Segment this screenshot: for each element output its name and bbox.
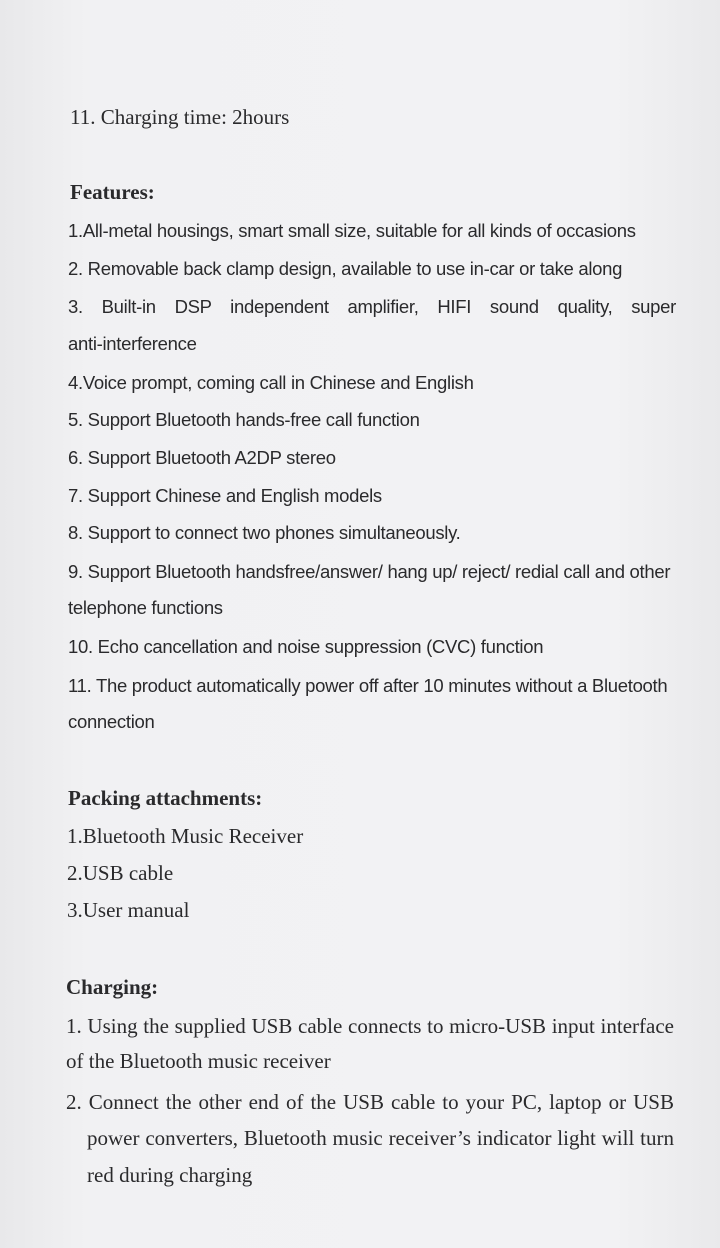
feature-item-9-cont: telephone functions	[68, 597, 223, 618]
charging-item-1: 1. Using the supplied USB cable connects to micro-USB input interface	[66, 1014, 674, 1038]
charging-item-1-cont: of the Bluetooth music receiver	[66, 1049, 331, 1073]
feature-item-8: 8. Support to connect two phones simultaneously.	[68, 522, 461, 543]
packing-item-3: 3.User manual	[67, 898, 190, 922]
feature-item-7: 7. Support Chinese and English models	[68, 485, 382, 506]
feature-item-2: 2. Removable back clamp design, available to use in-car or take along	[68, 258, 623, 279]
charging-time-line: 11. Charging time: 2hours	[70, 105, 290, 129]
packing-item-2: 2.USB cable	[67, 861, 174, 885]
feature-item-1: 1.All-metal housings, smart small size, suitable for all kinds of occasions	[68, 220, 636, 241]
features-heading: Features:	[70, 180, 155, 204]
feature-item-10: 10. Echo cancellation and noise suppression (CVC) function	[68, 636, 544, 657]
charging-item-2-cont-2: red during charging	[87, 1163, 253, 1187]
charging-item-2: 2. Connect the other end of the USB cable to your PC, laptop or USB	[66, 1090, 674, 1114]
feature-item-4: 4.Voice prompt, coming call in Chinese and English	[68, 372, 474, 393]
feature-item-11: 11. The product automatically power off after 10 minutes without a Bluetooth	[68, 675, 668, 696]
feature-item-3: 3. Built-in DSP independent amplifier, HIFI sound quality, super	[68, 296, 676, 317]
packing-item-1: 1.Bluetooth Music Receiver	[67, 824, 304, 848]
feature-item-5: 5. Support Bluetooth hands-free call function	[68, 409, 420, 430]
charging-heading: Charging:	[66, 975, 159, 999]
packing-heading: Packing attachments:	[68, 786, 263, 810]
feature-item-6: 6. Support Bluetooth A2DP stereo	[68, 447, 336, 468]
feature-item-3-cont: anti-interference	[68, 333, 197, 354]
charging-item-2-cont: power converters, Bluetooth music receiver’s indicator light will turn	[87, 1126, 674, 1150]
feature-item-11-cont: connection	[68, 711, 155, 732]
feature-item-9: 9. Support Bluetooth handsfree/answer/ hang up/ reject/ redial call and other	[68, 561, 671, 582]
